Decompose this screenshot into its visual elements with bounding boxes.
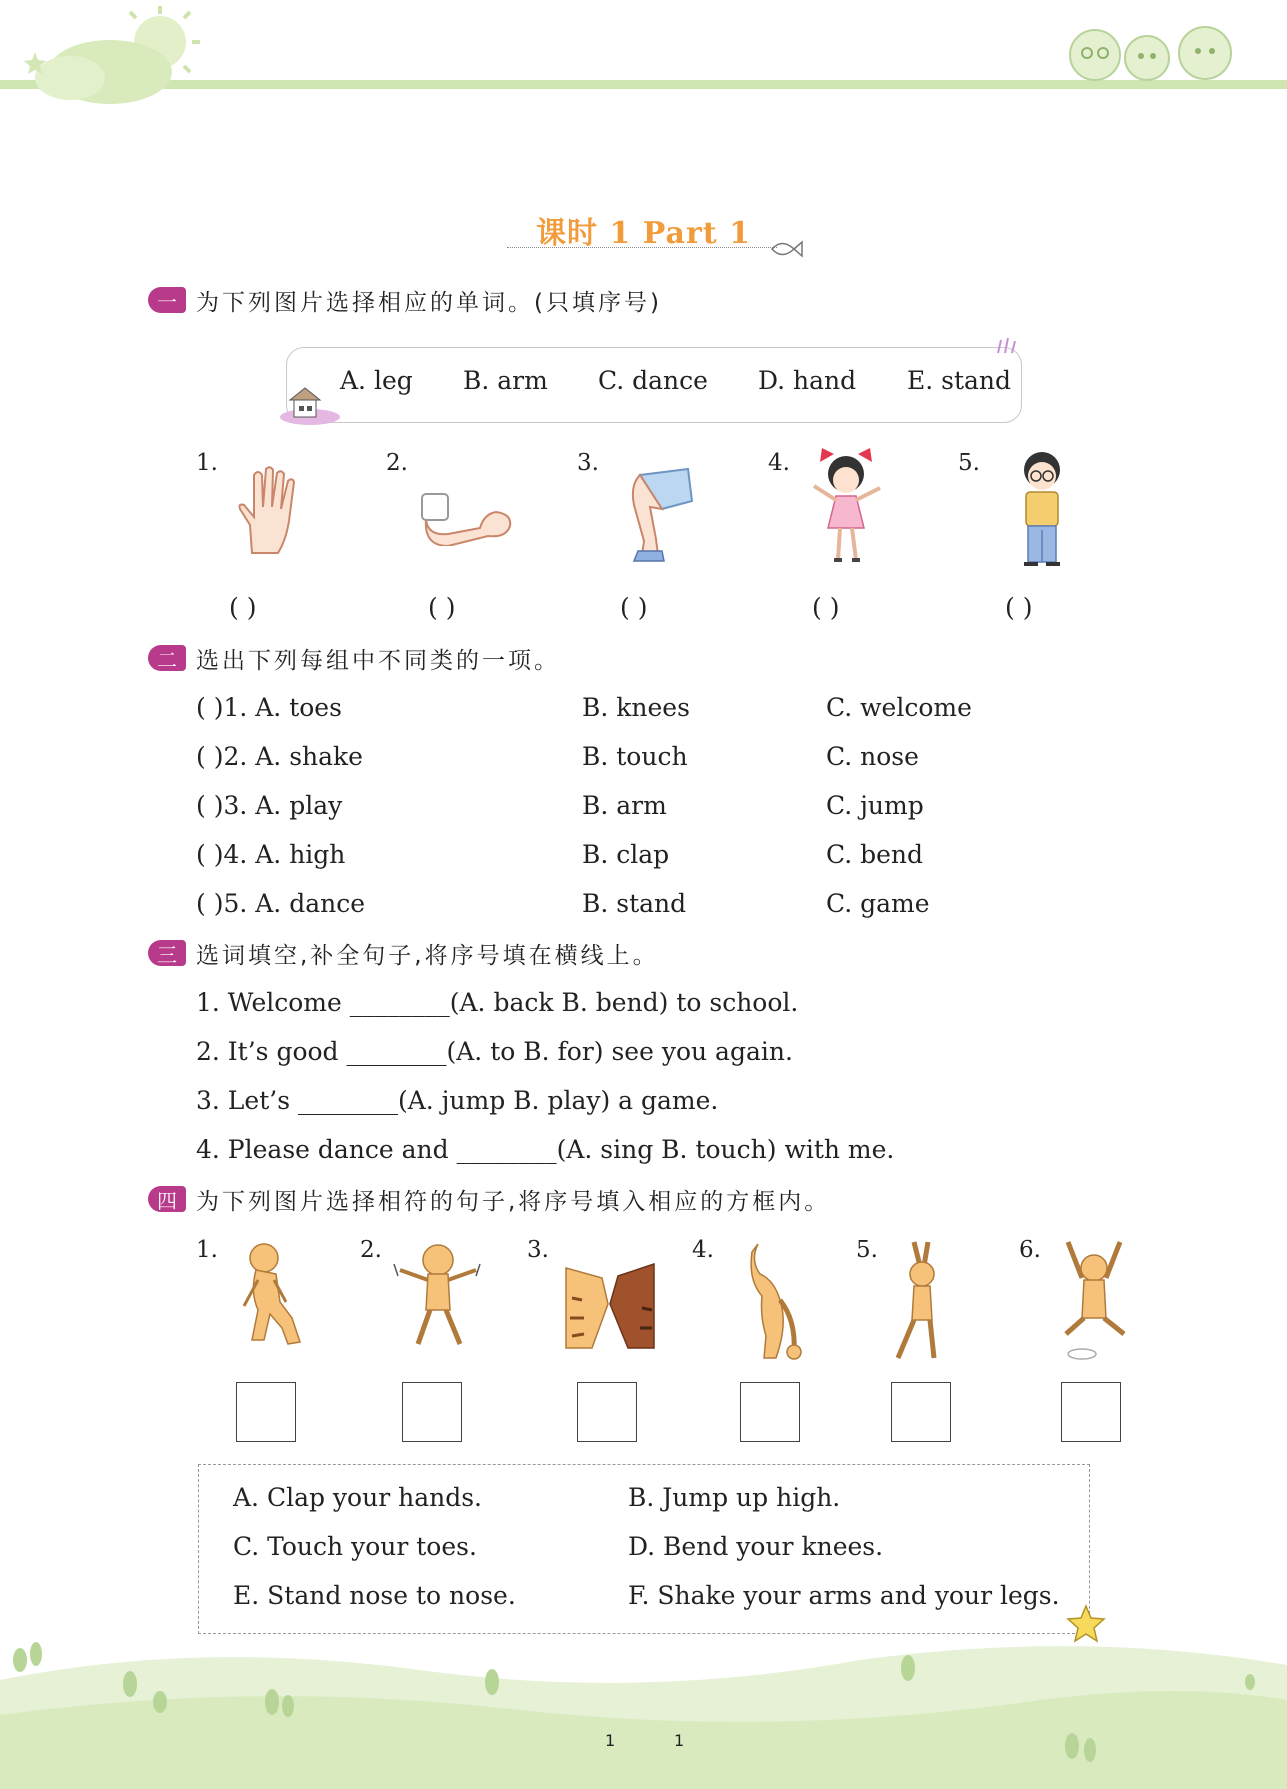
word-option: B. arm (463, 366, 548, 395)
word-option: E. stand (907, 366, 1012, 395)
section-badge: 一 (148, 287, 186, 313)
item-number: 1. (196, 450, 218, 476)
leg-icon (622, 465, 694, 565)
choice-b: B. knees (582, 693, 690, 722)
section-4-heading (148, 1184, 830, 1214)
lesson-title: 课时 1 Part 1 (536, 216, 751, 251)
answer-box[interactable] (891, 1382, 951, 1442)
item-number: 5. (958, 450, 980, 476)
section-badge: 二 (148, 645, 186, 671)
word-option: A. leg (340, 366, 413, 395)
section-instruction: 为下列图片选择相符的句子,将序号填入相应的方框内。 (196, 1188, 831, 1215)
tiger-bend-knees-icon (236, 1240, 310, 1352)
tiger-horse-nose-icon (562, 1258, 658, 1350)
question-row: ( )2. A. shake (196, 742, 363, 771)
section-3-heading (148, 938, 659, 968)
item-number: 5. (856, 1237, 878, 1263)
item-number: 2. (360, 1237, 382, 1263)
section-instruction: 为下列图片选择相应的单词。(只填序号) (196, 289, 662, 316)
answer-box[interactable] (740, 1382, 800, 1442)
choice-b: B. stand (582, 889, 687, 918)
question-row: ( )5. A. dance (196, 889, 366, 918)
sentence-option: B. Jump up high. (628, 1483, 841, 1512)
word-option: D. hand (758, 366, 857, 395)
section-badge: 三 (148, 940, 186, 966)
choice-b: B. touch (582, 742, 688, 771)
cloud-sun-decoration (0, 0, 230, 115)
tiger-clap-icon (884, 1240, 958, 1364)
flower-icon (993, 335, 1023, 355)
sentence-option: A. Clap your hands. (233, 1483, 482, 1512)
question-row: ( )1. A. toes (196, 693, 342, 722)
item-number: 6. (1019, 1237, 1041, 1263)
tiger-shake-icon (390, 1240, 486, 1352)
item-number: 3. (577, 450, 599, 476)
fill-in-sentence: 2. It’s good ________(A. to B. for) see you again. (196, 1037, 793, 1066)
fill-in-sentence: 1. Welcome ________(A. back B. bend) to school. (196, 988, 799, 1017)
standing-boy-icon (1010, 448, 1074, 574)
choice-b: B. arm (582, 791, 667, 820)
choice-c: C. nose (826, 742, 919, 771)
sentence-option: F. Shake your arms and your legs. (628, 1581, 1060, 1610)
choice-c: C. jump (826, 791, 924, 820)
page-number: 1 (605, 1731, 616, 1750)
fill-in-sentence: 4. Please dance and ________(A. sing B. touch) with me. (196, 1135, 895, 1164)
question-row: ( )4. A. high (196, 840, 346, 869)
answer-parentheses[interactable]: ( ) (620, 593, 648, 622)
animals-decoration (1055, 20, 1255, 85)
sentence-option: D. Bend your knees. (628, 1532, 884, 1561)
item-number: 4. (692, 1237, 714, 1263)
answer-parentheses[interactable]: ( ) (229, 593, 257, 622)
arm-icon (418, 490, 514, 546)
house-icon (280, 385, 346, 427)
answer-box[interactable] (402, 1382, 462, 1442)
hills-background (0, 1620, 1287, 1789)
answer-box[interactable] (577, 1382, 637, 1442)
choice-c: C. game (826, 889, 930, 918)
item-number: 2. (386, 450, 408, 476)
page-number: 1 (674, 1731, 685, 1750)
section-instruction: 选出下列每组中不同类的一项。 (196, 647, 560, 674)
sentence-option: E. Stand nose to nose. (233, 1581, 516, 1610)
word-option: C. dance (598, 366, 708, 395)
answer-parentheses[interactable]: ( ) (812, 593, 840, 622)
section-instruction: 选词填空,补全句子,将序号填在横线上。 (196, 942, 659, 969)
choice-c: C. welcome (826, 693, 972, 722)
hand-icon (232, 465, 304, 555)
answer-box[interactable] (1061, 1382, 1121, 1442)
item-number: 4. (768, 450, 790, 476)
section-1-heading (148, 285, 662, 315)
item-number: 3. (527, 1237, 549, 1263)
dancing-girl-icon (808, 448, 884, 574)
fish-icon (770, 238, 804, 260)
answer-parentheses[interactable]: ( ) (428, 593, 456, 622)
section-badge: 四 (148, 1186, 186, 1212)
item-number: 1. (196, 1237, 218, 1263)
title-underline (507, 247, 777, 248)
sentence-option: C. Touch your toes. (233, 1532, 477, 1561)
choice-b: B. clap (582, 840, 670, 869)
fill-in-sentence: 3. Let’s ________(A. jump B. play) a game. (196, 1086, 719, 1115)
answer-box[interactable] (236, 1382, 296, 1442)
cat-touch-toes-icon (740, 1240, 806, 1364)
section-2-heading (148, 643, 560, 673)
choice-c: C. bend (826, 840, 924, 869)
answer-parentheses[interactable]: ( ) (1005, 593, 1033, 622)
tiger-jump-icon (1054, 1238, 1134, 1362)
question-row: ( )3. A. play (196, 791, 343, 820)
